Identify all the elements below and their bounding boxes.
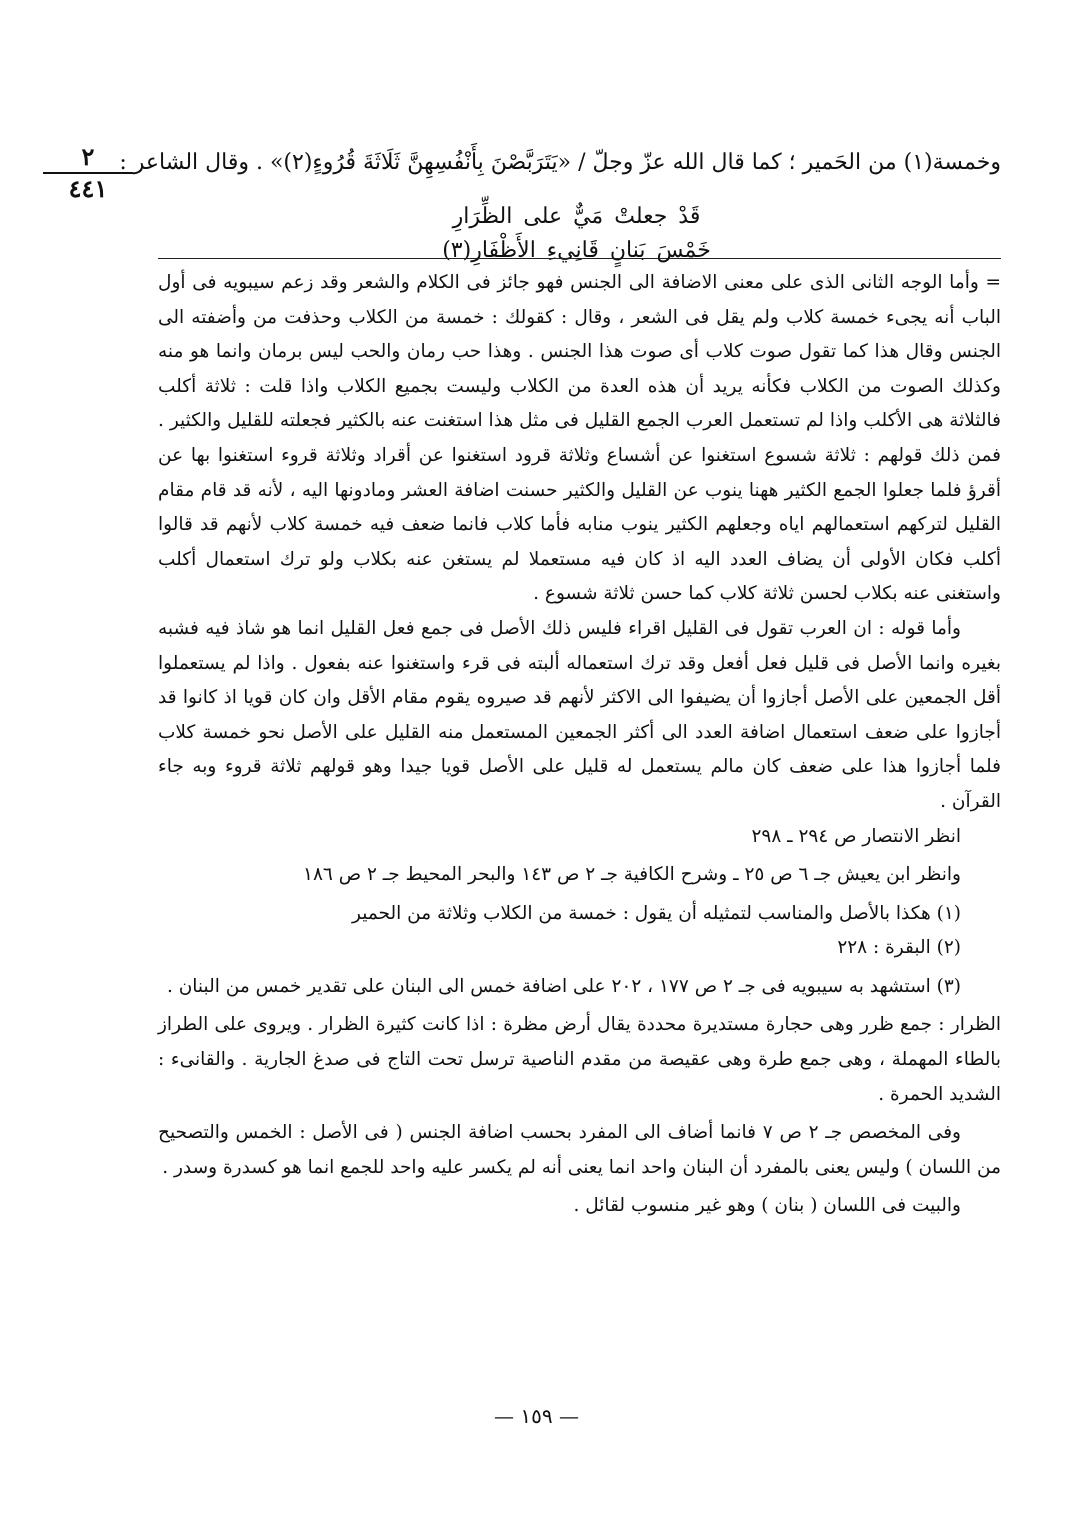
footnote-paragraph: وأما قوله : ان العرب تقول فى القليل اقراء فليس ذلك الأصل فى جمع فعل القليل انما هو شاذ فيه فشبه بغيره وانما الأصل فى قليل فعل أفعل وقد ترك استعماله ألبته فى قرء واستغنوا عنه بفعول . واذا لم يستعملوا أقل الجمعين على الأصل أجازوا أن يضيفوا الى الاكثر لأنهم قد صيروه يقوم مقام الأقل وان كان قويا اذ كانوا قد أجازوا على ضعف استعمال اضافة العدد الى أكثر الجمعين المستعمل منه القليل على الأصل نحو خمسة كلاب فلما أجازوا هذا على ضعف كان مالم يستعمل له قليل على الأصل قويا جيدا وهو قولهم ثلاثة قروء وبه جاء القرآن . <box>158 617 1001 812</box>
footnote-3: (٣) استشهد به سيبويه فى جـ ٢ ص ١٧٧ ، ٢٠٢ على اضافة خمس الى البنان على تقدير خمس من البنان . <box>166 975 961 997</box>
footnote-reference: وانظر ابن يعيش جـ ٦ ص ٢٥ ـ وشرح الكافية جـ ٢ ص ١٤٣ والبحر المحيط جـ ٢ ص ١٨٦ <box>303 864 961 886</box>
footnote-2: (٢) البقرة : ٢٢٨ <box>837 937 961 959</box>
verse-second-hemistich: خَمْسَ بَنانٍ قَانِيءِ الأَظْفَارِ(٣) <box>442 238 711 263</box>
margin-ref-bottom: ٤٤١ <box>68 174 108 203</box>
footnote-paragraph: = وأما الوجه الثانى الذى على معنى الاضافة الى الجنس فهو جائز فى الكلام والشعر وقد زعم سيبويه فى أول الباب أنه يجىء خمسة كلاب ولم يقل فى الشعر ، وقال : كقولك : خمسة من الكلاب وحذفت من وأضفته الى الجنس وقال هذا كما تقول صوت كلاب أى صوت هذا الجنس . وهذا حب رمان والحب ليس برمان وانما هو منه وكذلك الصوت من الكلاب فكأنه يريد أن هذه العدة من الكلاب وليست بجميع الكلاب واذا قلت : ثلاثة أكلب فالثلاثة هى الأكلب واذا لم تستعمل العرب الجمع القليل فى مثل هذا استغنت عنه بالكثير فجعلته للقليل والكثير . فمن ذلك قولهم : ثلاثة شسوع استغنوا عن أشساع وثلاثة قرود استغنوا عن أقراد وثلاثة قروء استغنوا بها عن أقرؤ فلما جعلوا الجمع الكثير ههنا ينوب عن القليل والكثير حسنت اضافة العشر ومادونها اليه ، لأنه قد قام مقام القليل لتركهم استعمالهم اياه وجعلهم الكثير ينوب منابه فأما كلاب فانما ضعف فيه خمسة كلاب لأنهم قد قالوا أكلب فكان الأولى أن يضاف العدد اليه اذ كان فيه مستعملا لم يستغن عنه بكلاب ولو ترك استعمال أكلب واستغنى عنه بكلاب لحسن ثلاثة كلاب كما حسن ثلاثة شسوع . <box>158 272 1001 605</box>
footnote-lisan: والبيت فى اللسان ( بنان ) وهو غير منسوب لقائل . <box>573 1195 961 1217</box>
footnote-1: (١) هكذا بالأصل والمناسب لتمثيله أن يقول : خمسة من الكلاب وثلاثة من الحمير <box>352 902 961 924</box>
verse-first-hemistich: قَدْ جعلتْ مَيٌّ على الظِّرَارِ <box>452 204 701 229</box>
footnote-gloss: الظرار : جمع ظرر وهى حجارة مستديرة محددة يقال أرض مظرة : اذا كانت كثيرة الظرار . ويروى على الطراز بالطاء المهملة ، وهى جمع طرة وهى عقيصة من مقدم الناصية ترسل تحت التاج فى صدغ الجارية . والقانىء : الشديد الحمرة . <box>158 1014 1001 1105</box>
footnotes-section <box>158 266 1001 1224</box>
footnote-separator <box>158 258 1001 259</box>
margin-ref-top: ٢ <box>43 142 133 174</box>
page-number: — ١٥٩ — <box>494 1404 579 1428</box>
main-text-line: وخمسة(١) من الحَمير ؛ كما قال الله عزّ وجلّ / «يَتَرَبَّصْنَ بِأَنْفُسِهِنَّ ثَلَاثَةَ قُرُوءٍ(٢)» . وقال الشاعر : <box>119 150 1001 175</box>
footnote-mukhassas: وفى المخصص جـ ٢ ص ٧ فانما أضاف الى المفرد بحسب اضافة الجنس ( فى الأصل : الخمس والتصحيح من اللسان ) وليس يعنى بالمفرد أن البنان واحد انما يعنى أنه لم يكسر عليه واحد للجمع انما هو كسدرة وسدر . <box>158 1122 1001 1178</box>
footnote-reference: انظر الانتصار ص ٢٩٤ ـ ٢٩٨ <box>751 825 961 847</box>
